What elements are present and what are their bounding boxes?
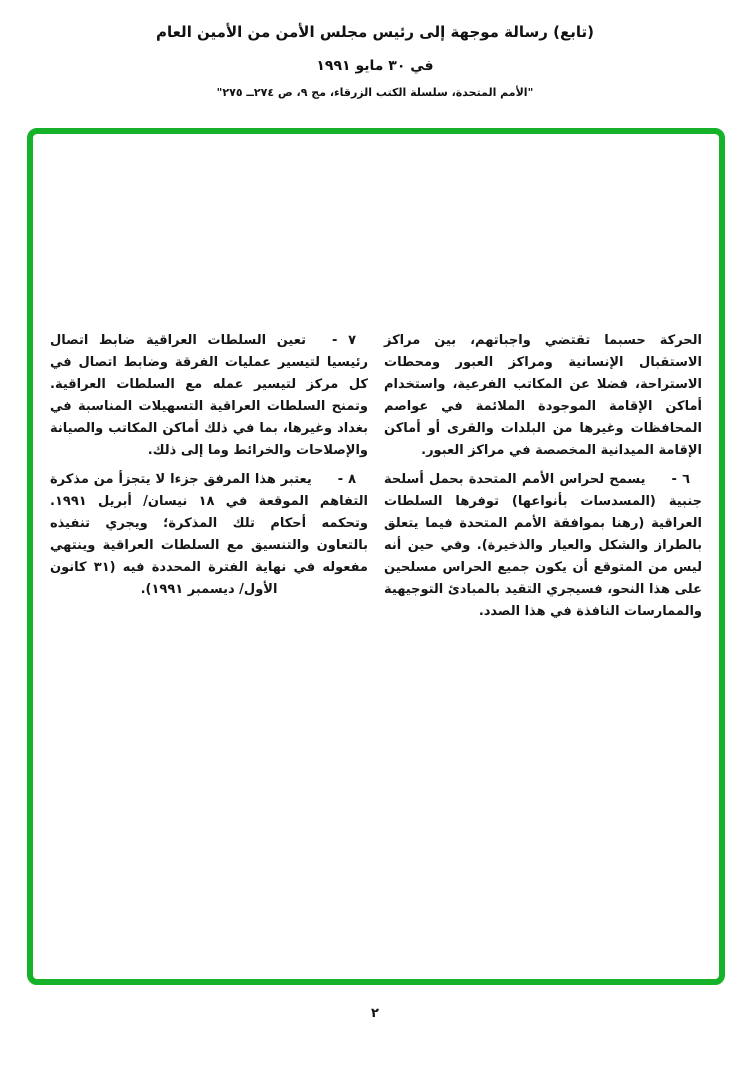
- paragraph-continuation: [384, 330, 702, 462]
- text-column-right: [384, 330, 702, 630]
- paragraph-number: ٧ -: [331, 333, 356, 348]
- paragraph-8: [50, 469, 368, 601]
- paragraph-text: تعين السلطات العراقية ضابط اتصال رئيسيا لتيسير عمليات الفرقة وضابط اتصال في كل مركز لتيسير عمله مع السلطات العراقية. وتمنح السلطات العراقية التسهيلات المناسبة في بغداد وغيرها، بما في ذلك أماكن المكاتب والصيانة والإصلاحات والخرائط وما إلى ذلك.: [50, 333, 368, 458]
- header-title: (تابع) رسالة موجهة إلى رئيس مجلس الأمن من الأمين العام: [155, 23, 595, 41]
- header-date: في ٣٠ مايو ١٩٩١: [316, 58, 434, 74]
- text-columns: [50, 330, 702, 630]
- document-header: [0, 22, 750, 100]
- paragraph-number: ٨ -: [337, 472, 356, 487]
- page-number: ٢: [371, 1006, 379, 1021]
- paragraph-text: يعتبر هذا المرفق جزءا لا يتجزأ من مذكرة التفاهم الموقعة في ١٨ نيسان/ أبريل ١٩٩١. وتحكمه أحكام تلك المذكرة؛ ويجري تنفيذه بالتعاون والتنسيق مع السلطات العراقية وينتهي مفعوله في نهاية الفترة المحددة فيه (٣١ كانون الأول/ ديسمبر ١٩٩١).: [50, 472, 368, 597]
- header-source-citation: "الأمم المتحدة، سلسلة الكتب الزرقاء، مج ٩، ص ٢٧٤ــ ٢٧٥": [216, 86, 534, 99]
- text-column-left: [50, 330, 368, 630]
- paragraph-text: يسمح لحراس الأمم المتحدة بحمل أسلحة جنبية (المسدسات بأنواعها) توفرها السلطات العراقية (رهنا بموافقة الأمم المتحدة فيما يتعلق بالطراز والشكل والعيار والذخيرة). وفي حين أنه ليس من المتوقع أن يكون جميع الحراس مسلحين على هذا النحو، فسيجري التقيد بالمبادئ التوجيهية والممارسات النافذة في هذا الصدد.: [384, 472, 702, 619]
- paragraph-6: [384, 469, 702, 623]
- page-footer: [0, 1002, 750, 1021]
- paragraph-number: ٦ -: [671, 472, 691, 487]
- paragraph-text: الحركة حسبما تقتضي واجباتهم، بين مراكز الاستقبال الإنسانية ومراكز العبور ومحطات الاستراحة، فضلا عن المكاتب الفرعية، واستخدام أماكن الإقامة الموجودة الملائمة في عواصم المحافظات وغيرها من البلدات والقرى أو أماكن الإقامة الميدانية المخصصة في مراكز العبور.: [384, 333, 702, 458]
- paragraph-7: [50, 330, 368, 462]
